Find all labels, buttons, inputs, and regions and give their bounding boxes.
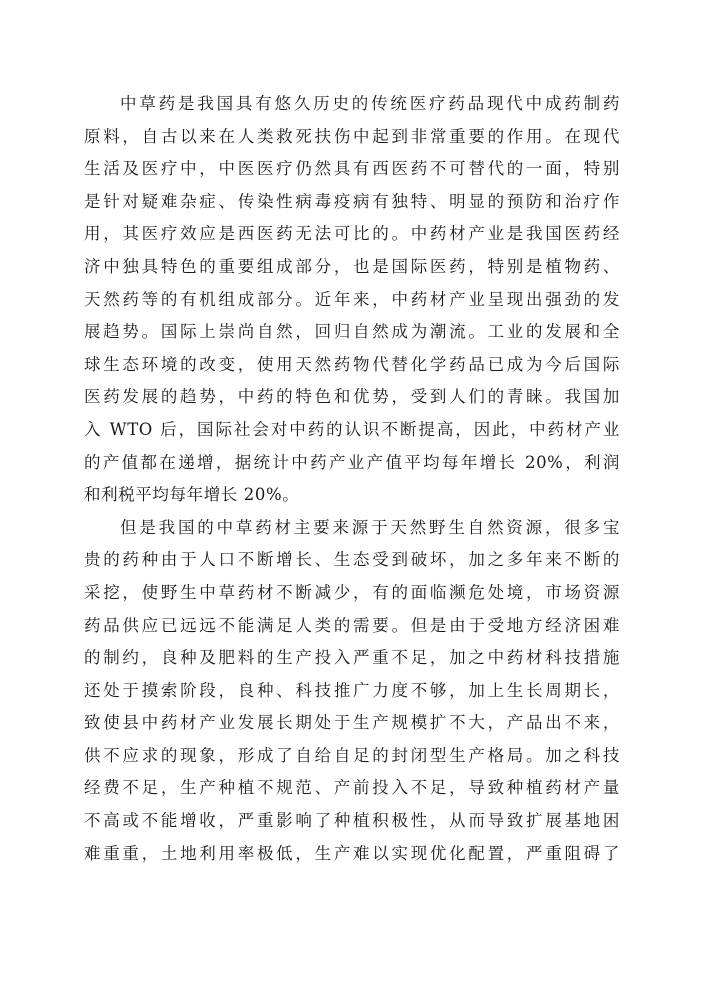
text-line: 贵的药种由于人口不断增长、生态受到破坏，加之多年来不断的: [84, 550, 620, 570]
text-line: 还处于摸索阶段，良种、科技推广力度不够，加上生长周期长，: [84, 680, 620, 700]
text-line: 天然药等的有机组成部分。近年来，中药材产业呈现出强劲的发: [84, 289, 620, 309]
text-line: 原料，自古以来在人类救死扶伤中起到非常重要的作用。在现代: [84, 126, 620, 146]
text-line: 不高或不能增收，严重影响了种植积极性，从而导致扩展基地困: [84, 811, 620, 831]
text-line: 难重重，土地利用率极低，生产难以实现优化配置，严重阻碍了: [84, 843, 620, 863]
text-line: 和利税平均每年增长 20%。: [84, 485, 300, 505]
text-line: 但是我国的中草药材主要来源于天然野生自然资源，很多宝: [120, 517, 620, 537]
text-line: 济中独具特色的重要组成部分，也是国际医药，特别是植物药、: [84, 256, 620, 276]
text-line: 医药发展的趋势，中药的特色和优势，受到人们的青睐。我国加: [84, 387, 620, 407]
text-line: 中草药是我国具有悠久历史的传统医疗药品现代中成药制药: [120, 94, 620, 113]
text-line: 球生态环境的改变，使用天然药物代替化学药品已成为今后国际: [84, 354, 620, 374]
text-line: 致使县中药材产业发展长期处于生产规模扩不大，产品出不来，: [84, 713, 620, 733]
text-line: 用，其医疗效应是西医药无法可比的。中药材产业是我国医药经: [84, 224, 620, 244]
text-line: 入 WTO 后，国际社会对中药的认识不断提高，因此，中药材产业: [84, 419, 620, 439]
paragraph-2: [84, 512, 620, 871]
text-line: 是针对疑难杂症、传染性病毒疫病有独特、明显的预防和治疗作: [84, 191, 620, 211]
text-line: 经费不足，生产种植不规范、产前投入不足，导致种植药材产量: [84, 778, 620, 798]
text-line: 展趋势。国际上崇尚自然，回归自然成为潮流。工业的发展和全: [84, 322, 620, 342]
text-line: 的制约，良种及肥料的生产投入严重不足，加之中药材科技措施: [84, 648, 620, 668]
text-line: 采挖，使野生中草药材不断减少，有的面临濒危处境，市场资源: [84, 582, 620, 602]
text-line: 生活及医疗中，中医医疗仍然具有西医药不可替代的一面，特别: [84, 159, 620, 179]
text-line: 的产值都在递增，据统计中药产业产值平均每年增长 20%，利润: [84, 452, 620, 472]
text-line: 药品供应已远远不能满足人类的需要。但是由于受地方经济困难: [84, 615, 620, 635]
paragraph-1: [84, 88, 620, 512]
document-page: [84, 88, 620, 870]
text-line: 供不应求的现象，形成了自给自足的封闭型生产格局。加之科技: [84, 745, 620, 765]
